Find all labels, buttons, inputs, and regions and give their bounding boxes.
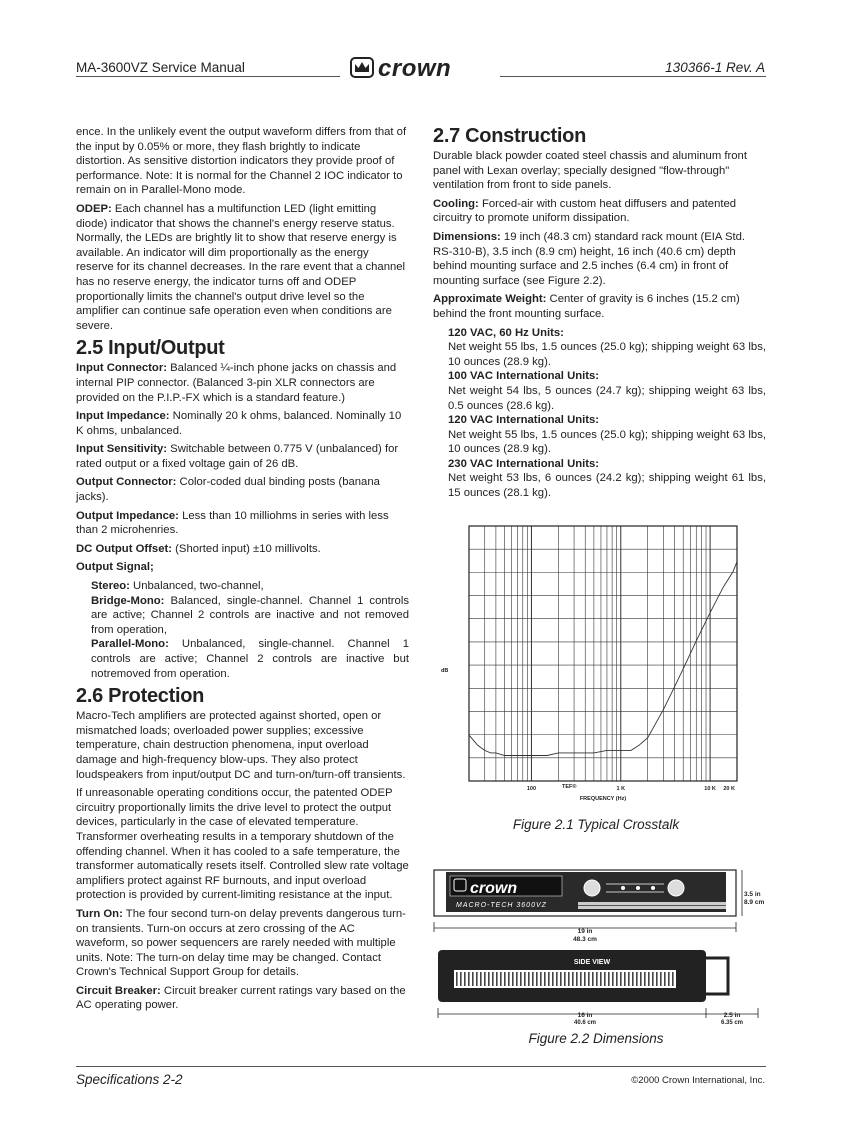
dc-offset-text: (Shorted input) ±10 millivolts. [172,542,321,555]
x-tick-label: 1 K [616,786,626,792]
left-column [76,125,409,1017]
cooling-text: Forced-air with custom heat diffusers and patented circuitry to promote uniform dissipation. [433,197,737,225]
doc-number: 130366-1 Rev. A [665,60,765,75]
unit-weights [433,326,766,501]
vent-slot [480,972,482,986]
vent-slot [508,972,510,986]
vent-slot [636,972,638,986]
section-heading-protection: 2.6 Protection [76,685,205,708]
x-axis-label: FREQUENCY (Hz) [579,796,627,802]
vent-slot [460,972,462,986]
vent-slot [608,972,610,986]
width-label: 19 in [577,928,593,935]
vent-slot [540,972,542,986]
circuit-breaker [76,984,409,1013]
depth-label-cm: 40.6 cm [573,1020,597,1024]
vent-slot [596,972,598,986]
header-rule-right [500,76,766,77]
crosstalk-series-line [469,562,737,756]
vent-slot [616,972,618,986]
unit-text: Net weight 55 lbs, 1.5 ounces (25.0 kg); shipping weight 63 lbs, 10 ounces (28.9 kg). [448,428,766,456]
vent-slot [516,972,518,986]
unit-title: 100 VAC International Units: [448,370,600,383]
breaker-label: Circuit Breaker: [76,984,161,997]
vent-slot [568,972,570,986]
footer-rule [76,1066,766,1067]
vent-slot [524,972,526,986]
vent-slot [592,972,594,986]
dimensions-text: 19 inch (48.3 cm) standard rack mount (EIA Std. RS-310-B), 3.5 inch (8.9 cm) height, 16 inch (40.6 cm) depth behind mounting surface and 2.5 inches (6.4 cm) in front of mounting surface (see Figure 2.2). [433,230,746,287]
vent-slot [644,972,646,986]
handle-icon [706,958,728,994]
x-tick-label: 20 K [723,786,735,792]
vent-slot [456,972,458,986]
construction-paragraph: Durable black powder coated steel chassis and aluminum front panel with Lexan overlay; specially designed "flow-through" ventilation from front to side panels. [433,150,747,192]
amplifier-side-view [438,950,728,1002]
logo-text: crown [378,56,452,80]
dc-offset-label: DC Output Offset: [76,542,173,555]
side-view-label: SIDE VIEW [573,959,611,966]
height-label-cm: 8.9 cm [744,899,765,906]
vent-slot [572,972,574,986]
section-heading-construction: 2.7 Construction [433,125,586,147]
chart-frame [469,526,737,781]
vent-slot [560,972,562,986]
figure-2-1-caption: Figure 2.1 Typical Crosstalk [512,817,680,832]
height-label: 3.5 in [744,891,761,898]
vent-slot [600,972,602,986]
manual-title: MA-3600VZ Service Manual [76,60,245,75]
protection-paragraph-1: Macro-Tech amplifiers are protected against shorted, open or mismatched loads; overloaded power supplies; excessive temperature, chain destruction phenomena, input overload damage and high-frequency blow-ups. They also protect loudspeakers from input/output DC and turn-on/turn-off transients. [76,710,406,781]
front-depth-label: 2.5 in [723,1012,741,1019]
input-impedance [76,409,409,438]
intro-paragraph: ence. In the unlikely event the output waveform differs from that of the input by 0.05% or more, they flash brightly to indicate distortion. As sensitive distortion indicators they provide proof of performance. Note: It is normal for the Channel 2 IOC indicator to remain on in Parallel-Mono mode. [76,126,407,197]
vent-slot [520,972,522,986]
y-axis-label: dB [441,668,449,674]
width-label-cm: 48.3 cm [573,936,597,943]
cooling [433,197,766,226]
input-connector [76,361,409,405]
right-column [433,125,766,501]
vent-slot [492,972,494,986]
vent-slot [468,972,470,986]
output-signal [76,560,409,575]
vent-slot [504,972,506,986]
output-connector [76,475,409,504]
parallel-mono-label: Parallel-Mono: [91,638,169,651]
vent-slot [652,972,654,986]
amplifier-front-panel [434,870,736,916]
vent-slot [668,972,670,986]
chart-tick-labels [527,786,735,792]
unit-text: Net weight 53 lbs, 6 ounces (24.2 kg); shipping weight 61 lbs, 15 ounces (28.1 kg). [448,472,766,500]
footer-copyright: ©2000 Crown International, Inc. [631,1075,765,1086]
unit-title: 230 VAC International Units: [448,457,600,470]
footer-section: Specifications 2-2 [76,1072,183,1087]
vent-slot [536,972,538,986]
figure-2-2-caption: Figure 2.2 Dimensions [528,1031,664,1046]
stereo-label: Stereo: [91,580,130,593]
input-impedance-label: Input Impedance: [76,410,170,423]
vent-slot [484,972,486,986]
front-logo-text: crown [470,880,518,897]
output-signal-modes [76,579,409,681]
vent-slot [580,972,582,986]
vent-slot [588,972,590,986]
vent-slot [656,972,658,986]
vent-slot [628,972,630,986]
vent-slot [528,972,530,986]
dimensions-diagram [428,862,766,1024]
header-rule-left [76,76,340,77]
x-tick-label: 100 [526,786,537,792]
vent-slot [544,972,546,986]
chart-grid [469,526,737,781]
output-signal-label: Output Signal; [76,561,154,574]
front-model-text: MACRO-TECH 3600VZ [456,902,547,909]
input-impedance-text: Nominally 20 k ohms, balanced. Nominally 10 K ohms, unbalanced. [76,410,402,437]
vent-slot [488,972,490,986]
unit-title: 120 VAC, 60 Hz Units: [448,326,564,339]
vent-slot [556,972,558,986]
input-sensitivity-label: Input Sensitivity: [76,443,168,456]
output-impedance [76,509,409,538]
vent-slot [552,972,554,986]
vent-slot [548,972,550,986]
output-connector-label: Output Connector: [76,476,177,489]
odep-text: Each channel has a multifunction LED (light emitting diode) indicator that shows the channel's energy reserve status. Normally, the LEDs are brightly lit to show that reserve energy is available. An indicator will dim proportionally as the energy reserve for its channel decreases. In the rare event that a channel has no reserve energy, the indicator turns off and ODEP proportionally limits the channel's output drive level so the amplifier can continue safe operation even when conditions are severe. [76,202,406,332]
parallel-mono-text: Unbalanced, single-channel. Channel 1 controls are active; Channel 2 controls are inactive but notremoved from operation. [91,638,409,680]
vent-slot [640,972,642,986]
knob-icon [584,880,600,896]
input-connector-text: Balanced ¼-inch phone jacks on chassis and internal PIP connector. (Balanced 3-pin XLR connectors are provided on the P.I.P.-FX which is a standard feature.) [76,362,397,404]
turn-on [76,907,409,980]
vent-slot [620,972,622,986]
front-depth-label-cm: 6.35 cm [720,1020,744,1024]
depth-label: 16 in [577,1012,593,1019]
odep-paragraph [76,202,409,333]
unit-text: Net weight 54 lbs, 5 ounces (24.7 kg); shipping weight 63 lbs, 0.5 ounces (28.6 kg). [448,384,766,412]
vent-slot [476,972,478,986]
section-heading-input-output: 2.5 Input/Output [76,337,225,360]
stereo-text: Unbalanced, two-channel, [129,580,264,593]
dc-output-offset [76,542,409,557]
mode-parallel-mono [91,637,409,681]
dimensions [433,230,766,288]
cooling-label: Cooling: [433,197,479,210]
turn-on-label: Turn On: [76,907,123,920]
mode-bridge-mono [91,594,409,638]
vent-slot [496,972,498,986]
approximate-weight [433,292,766,321]
knob-icon [668,880,684,896]
tef-annotation: TEF® [562,784,577,790]
turn-on-text: The four second turn-on delay prevents dangerous turn-on transients. Turn-on occurs at zero crossing of the AC waveform, so power sequencers are rarely needed with multiple units. Note: The turn-on delay time may be changed. Contact Crown's Technical Support Group for details. [76,907,406,979]
output-impedance-text: Less than 10 milliohms in series with less than 2 microhenries. [76,509,389,537]
vent-slot [564,972,566,986]
crown-icon [350,56,500,80]
vent-slot [648,972,650,986]
dimensions-label: Dimensions: [433,230,501,243]
protection-paragraph-2: If unreasonable operating conditions occur, the patented ODEP circuitry proportionally limits the drive level to protect the output devices, particularly in the case of elevated temperature. Transformer overheating results in a temporary shutdown of the offending channel. When it has cooled to a safe temperature, the transformer automatically resets itself. Controlled slew rate voltage amplifiers protect against RF burnouts, and input overload protection is provided by current-limiting resistance at the input. [76,787,409,902]
mode-stereo [91,579,409,594]
vent-slot [672,972,674,986]
crosstalk-chart [436,522,756,807]
vent-slot [664,972,666,986]
vent-slot [584,972,586,986]
output-impedance-label: Output Impedance: [76,509,179,522]
vent-slot [632,972,634,986]
unit-text: Net weight 55 lbs, 1.5 ounces (25.0 kg); shipping weight 63 lbs, 10 ounces (28.9 kg). [448,341,766,368]
bridge-mono-text: Balanced, single-channel. Channel 1 controls are active; Channel 2 controls are inactive and not removed from operation, [91,594,409,636]
crown-logo [350,56,500,80]
vent-slot [532,972,534,986]
vent-slot [464,972,466,986]
vent-slot [512,972,514,986]
vent-slot [576,972,578,986]
unit-title: 120 VAC International Units: [448,414,600,427]
x-tick-label: 10 K [704,786,716,792]
bridge-mono-label: Bridge-Mono: [91,594,165,607]
vent-slot [500,972,502,986]
vent-slot [660,972,662,986]
output-connector-text: Color-coded dual binding posts (banana jacks). [76,476,380,504]
input-sensitivity-text: Switchable between 0.775 V (unbalanced) for rated output or a fixed voltage gain of 26 dB. [76,443,399,470]
vent-slot [604,972,606,986]
weight-text: Center of gravity is 6 inches (15.2 cm) behind the front mounting surface. [433,293,740,320]
vent-slot [612,972,614,986]
breaker-text: Circuit breaker current ratings vary based on the AC operating power. [76,984,406,1012]
input-connector-label: Input Connector: [76,362,167,375]
odep-label: ODEP: [76,202,112,215]
weight-label: Approximate Weight: [433,293,547,306]
vent-slot [624,972,626,986]
vent-slot [472,972,474,986]
input-sensitivity [76,442,409,471]
